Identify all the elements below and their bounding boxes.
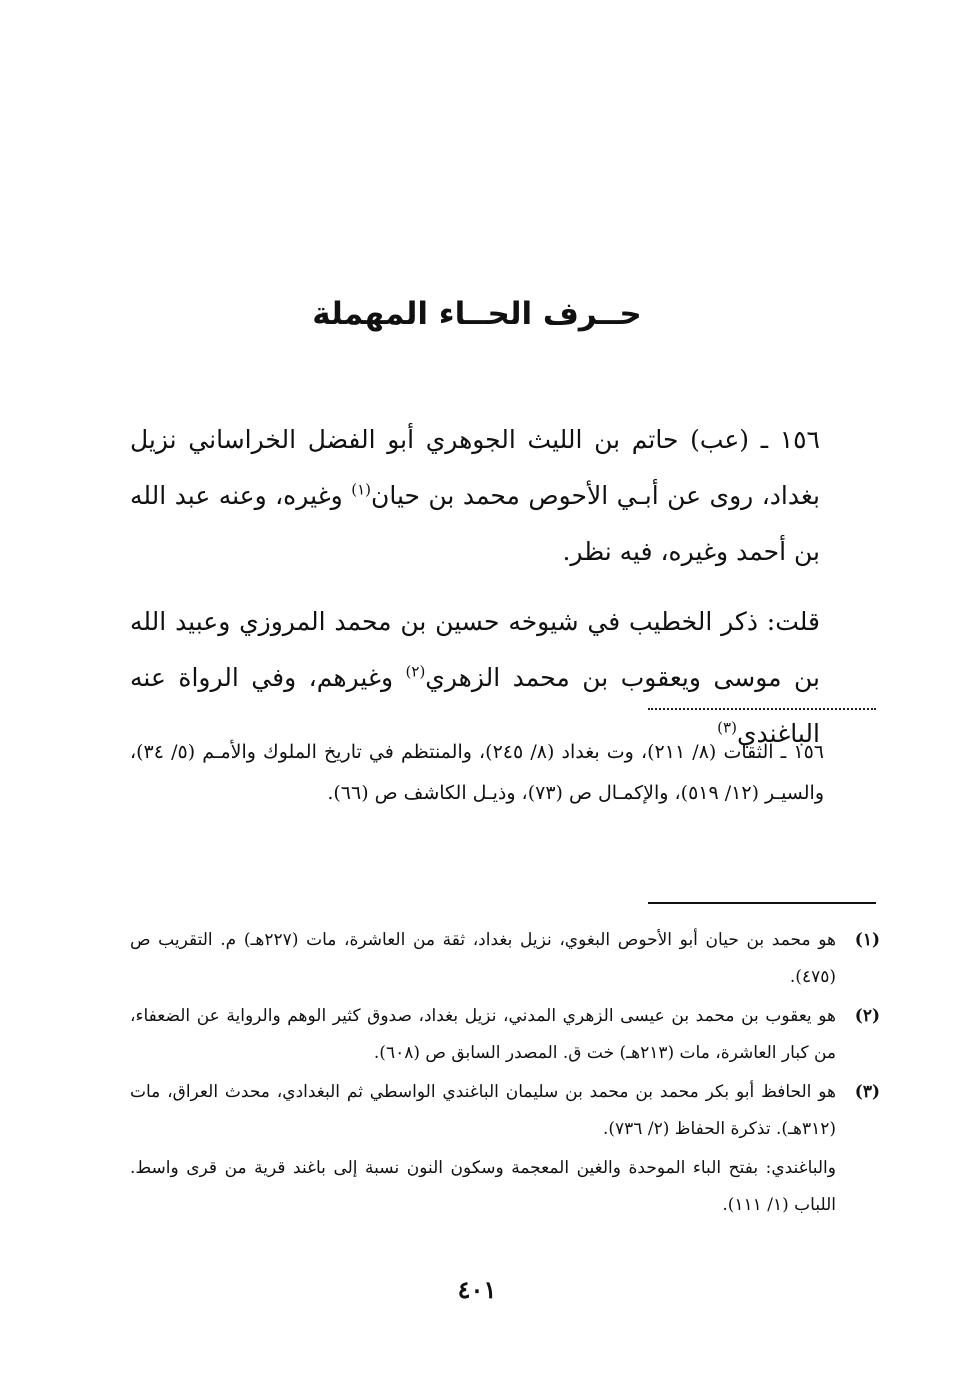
- footnote-rule: [648, 902, 876, 904]
- footnote-ref-1: (١): [351, 480, 371, 499]
- commentary-text-end: وغيرهم، وفي الرواة عنه الباغندي: [130, 663, 820, 748]
- footnote-item: [130, 1074, 880, 1148]
- footnote-number: (٢): [854, 1006, 880, 1026]
- page-number: ٤٠١: [457, 1275, 497, 1304]
- section-heading: حــرف الحــاء المهملة: [312, 296, 642, 332]
- footnote-text: هو يعقوب بن محمد بن عيسى الزهري المدني، نزيل بغداد، صدوق كثير الوهم والرواية عن الضعفاء، من كبار العاشرة، مات (٢١٣هـ) خت ق. المصدر السابق ص (٦٠٨).: [130, 1006, 836, 1063]
- footnote-number: (١): [854, 930, 880, 950]
- footnote-item: [130, 998, 880, 1072]
- footnote-ref-3: (٣): [717, 718, 737, 737]
- footnotes: [130, 922, 880, 1224]
- dotted-separator: [648, 708, 876, 710]
- footnote-number: (٣): [854, 1082, 880, 1102]
- entry-text-start: ١٥٦ ـ (عب) حاتم بن الليث الجوهري أبو الفضل الخراساني نزيل بغداد، روى عن أبـي الأحوص محمد بن حيان: [130, 425, 820, 510]
- entry-text-end: وغيره، وعنه عبد الله بن أحمد وغيره، فيه نظر.: [130, 481, 820, 566]
- footnote-text: هو محمد بن حيان أبو الأحوص البغوي، نزيل بغداد، ثقة من العاشرة، مات (٢٢٧هـ) م. التقريب ص (٤٧٥).: [130, 930, 836, 987]
- commentary-text-start: قلت: ذكر الخطيب في شيوخه حسين بن محمد المروزي وعبيد الله بن موسى ويعقوب بن محمد الزهري: [130, 607, 820, 692]
- footnote-item: [130, 922, 880, 996]
- entry-paragraph: [130, 412, 820, 580]
- footnote-text: هو الحافظ أبو بكر محمد بن محمد بن سليمان الباغندي الواسطي ثم البغدادي، محدث العراق، مات (٣١٢هـ). تذكرة الحفاظ (٢/ ٧٣٦).: [130, 1082, 836, 1139]
- sources-block: [130, 732, 824, 814]
- footnote-ref-2: (٢): [405, 662, 426, 681]
- footnote-continuation: والباغندي: بفتح الباء الموحدة والغين المعجمة وسكون النون نسبة إلى باغند قرية من قرى واسط. اللباب (١/ ١١١).: [130, 1158, 836, 1215]
- sources-text: ١٥٦ ـ الثقات (٨/ ٢١١)، وت بغداد (٨/ ٢٤٥)، والمنتظم في تاريخ الملوك والأمـم (٥/ ٣٤)، والسيـر (١٢/ ٥١٩)، والإكمـال ص (٧٣)، وذيـل الكاشف ص (٦٦).: [130, 741, 824, 804]
